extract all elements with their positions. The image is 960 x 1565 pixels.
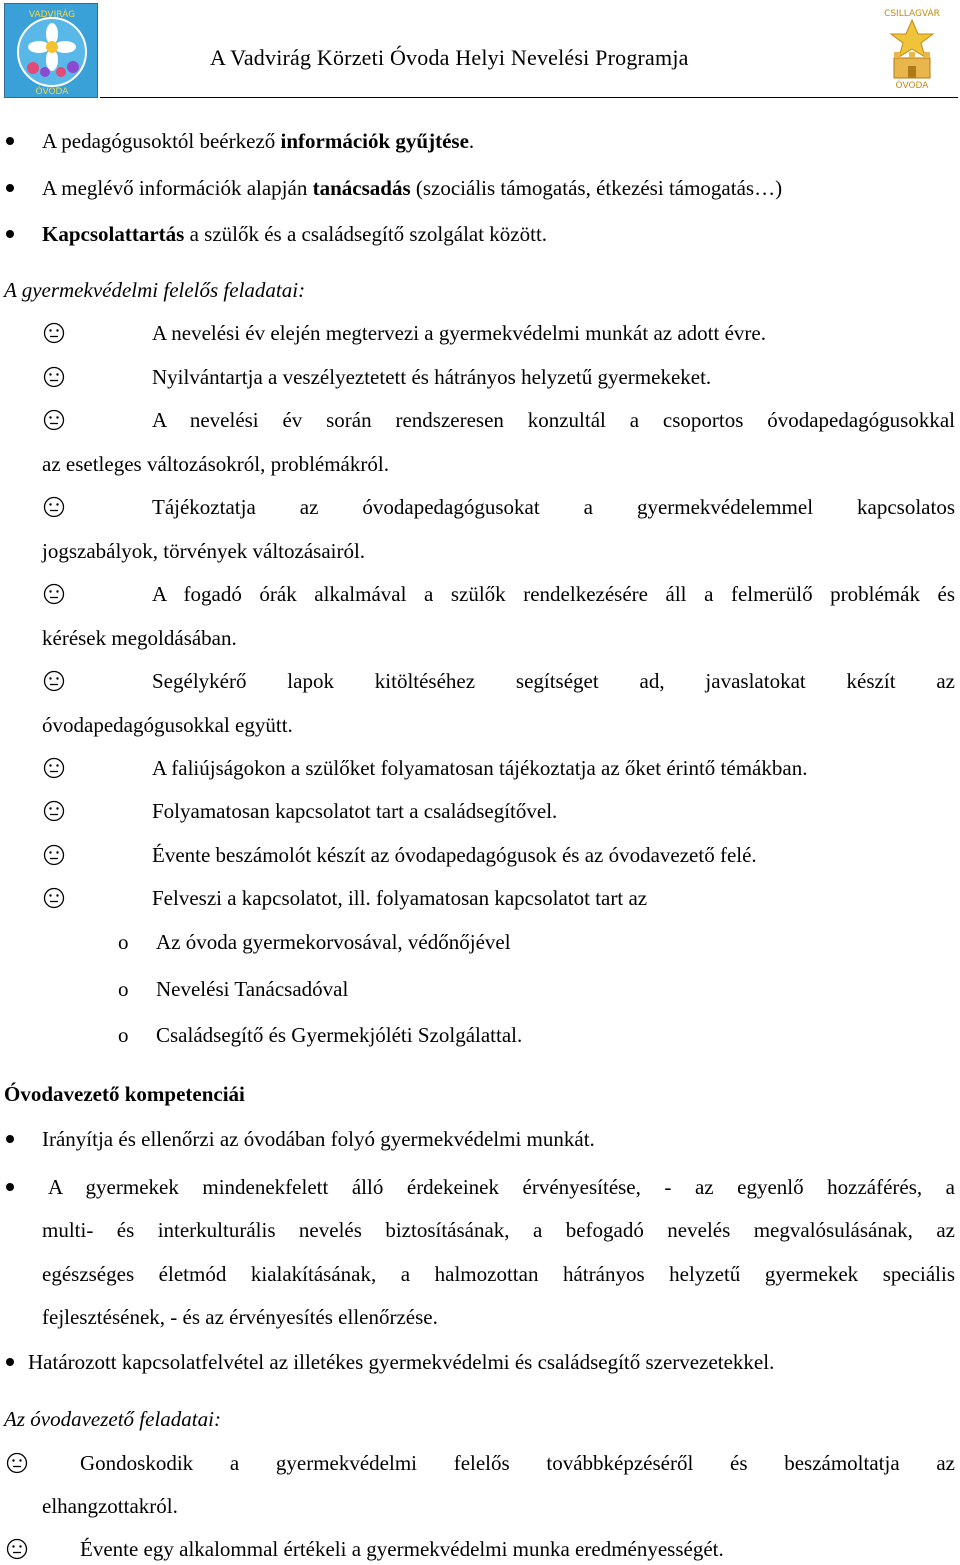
task-item: Nyilvántartja a veszélyeztetett és hátrányos helyzetű gyermekeket. [152,365,712,389]
task-item-continuation: elhangzottakról. [42,1494,178,1518]
svg-text:VADVIRÁG: VADVIRÁG [28,10,76,20]
neutral-face-icon [43,496,65,518]
svg-text:CSILLAGVÁR: CSILLAGVÁR [884,9,940,19]
neutral-face-icon [43,366,65,388]
neutral-face-icon [43,887,65,909]
sub-item-marker: o [118,977,129,1001]
bullet-text: Kapcsolattartás a szülők és a családsegítő szolgálat között. [42,222,548,246]
bullet-dot [6,221,14,238]
sub-item: Családsegítő és Gyermekjóléti Szolgálattal. [156,1023,523,1047]
neutral-face-icon [6,1538,28,1560]
neutral-face-icon [43,800,65,822]
bullet-text: A gyermekek mindenekfelett álló érdekeinek érvényesítése, - az egyenlő hozzáférés, a [48,1175,955,1199]
neutral-face-icon [6,1452,28,1474]
task-item: Segélykérő lapok kitöltéséhez segítséget ad, javaslatokat készít az [152,669,955,693]
task-item-continuation: az esetleges változásokról, problémákról. [42,452,389,476]
page-header [0,0,960,100]
neutral-face-icon [43,322,65,344]
section-heading: Óvodavezető kompetenciái [4,1082,245,1106]
task-item: A nevelési év elején megtervezi a gyermekvédelmi munkát az adott évre. [152,321,766,345]
task-item: Tájékoztatja az óvodapedagógusokat a gyermekvédelemmel kapcsolatos [152,495,955,519]
sub-item: Az óvoda gyermekorvosával, védőnőjével [156,930,511,954]
sub-item: Nevelési Tanácsadóval [156,977,349,1001]
section-heading: Az óvodavezető feladatai: [4,1407,221,1431]
svg-text:ÓVODA: ÓVODA [895,81,929,90]
neutral-face-icon [43,409,65,431]
sub-item-marker: o [118,930,129,954]
task-item: A faliújságokon a szülőket folyamatosan tájékoztatja az őket érintő témákban. [152,756,808,780]
bullet-dot [6,1349,14,1366]
task-item-continuation: kérések megoldásában. [42,626,237,650]
vadvirag-logo [4,3,98,98]
bullet-text: Irányítja és ellenőrzi az óvodában folyó gyermekvédelmi munkát. [42,1127,595,1151]
bullet-dot [6,128,14,145]
svg-text:ÓVODA: ÓVODA [35,87,69,97]
section-heading: A gyermekvédelmi felelős feladatai: [4,278,306,302]
task-item: Évente beszámolót készít az óvodapedagógusok és az óvodavezető felé. [152,843,757,867]
bullet-dot [6,1126,14,1143]
bullet-text: A meglévő információk alapján tanácsadás (szociális támogatás, étkezési támogatás…) [42,176,783,200]
task-item: Gondoskodik a gyermekvédelmi felelős továbbképzéséről és beszámoltatja az [80,1451,955,1475]
header-title: A Vadvirág Körzeti Óvoda Helyi Nevelési Programja [210,45,689,70]
task-item-continuation: jogszabályok, törvények változásairól. [42,539,366,563]
neutral-face-icon [43,670,65,692]
bullet-dot [6,1174,14,1191]
neutral-face-icon [43,757,65,779]
sub-item-marker: o [118,1023,129,1047]
bullet-text-continuation: fejlesztésének, - és az érvényesítés ellenőrzése. [42,1305,438,1329]
task-item: A fogadó órák alkalmával a szülők rendelkezésére áll a felmerülő problémák és [152,582,955,606]
bullet-dot [6,175,14,192]
neutral-face-icon [43,583,65,605]
neutral-face-icon [43,844,65,866]
bullet-text: A pedagógusoktól beérkező információk gyűjtése. [42,129,475,153]
task-item: Folyamatosan kapcsolatot tart a családsegítővel. [152,799,558,823]
task-item: Felveszi a kapcsolatot, ill. folyamatosan kapcsolatot tart az [152,886,648,910]
csillagvar-logo [872,4,952,90]
task-item: Évente egy alkalommal értékeli a gyermekvédelmi munka eredményességét. [80,1537,724,1561]
task-item-continuation: óvodapedagógusokkal együtt. [42,713,293,737]
task-item: A nevelési év során rendszeresen konzultál a csoportos óvodapedagógusokkal [152,408,955,432]
header-divider [100,97,958,98]
bullet-text-continuation: multi- és interkulturális nevelés biztosításának, a befogadó nevelés megvalósulásának, az [42,1218,955,1242]
bullet-text-continuation: egészséges életmód kialakításának, a halmozottan hátrányos helyzetű gyermekek speciális [42,1262,955,1286]
bullet-text: Határozott kapcsolatfelvétel az illetékes gyermekvédelmi és családsegítő szervezetekkel. [28,1350,775,1374]
